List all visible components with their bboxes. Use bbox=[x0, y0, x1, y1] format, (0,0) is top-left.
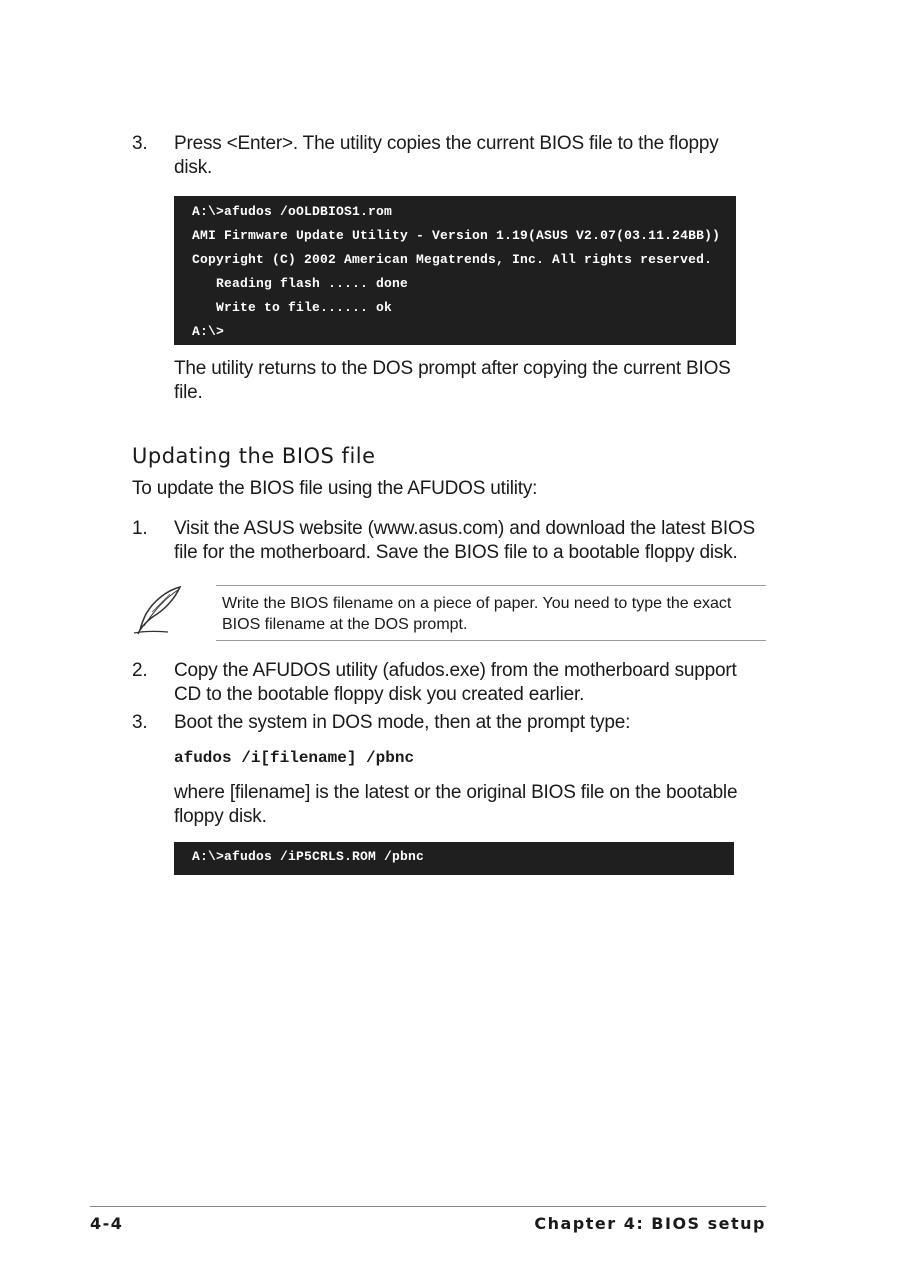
note-line-1: Write the BIOS filename on a piece of paper. You need to type the exact bbox=[222, 595, 732, 612]
terminal-line: Copyright (C) 2002 American Megatrends, Inc. All rights reserved. bbox=[192, 252, 713, 267]
paragraph-line-2: file. bbox=[174, 382, 203, 403]
paragraph-line-2: floppy disk. bbox=[174, 806, 267, 827]
step-number: 1. bbox=[132, 518, 148, 539]
paragraph-line-1: The utility returns to the DOS prompt after copying the current BIOS bbox=[174, 358, 731, 379]
step-text-line-2: CD to the bootable floppy disk you created earlier. bbox=[174, 684, 585, 705]
section-intro: To update the BIOS file using the AFUDOS utility: bbox=[132, 478, 538, 499]
quill-pen-icon bbox=[130, 584, 184, 636]
terminal-line: Reading flash ..... done bbox=[192, 276, 409, 291]
terminal-line: A:\>afudos /iP5CRLS.ROM /pbnc bbox=[192, 849, 425, 864]
step-text-line-2: file for the motherboard. Save the BIOS file to a bootable floppy disk. bbox=[174, 542, 738, 563]
note-bottom-rule bbox=[216, 640, 766, 641]
paragraph-line-1: where [filename] is the latest or the original BIOS file on the bootable bbox=[174, 782, 738, 803]
section-heading: Updating the BIOS file bbox=[132, 444, 376, 468]
note-line-2: BIOS filename at the DOS prompt. bbox=[222, 616, 468, 633]
note-text bbox=[222, 593, 772, 635]
terminal-command-update bbox=[174, 842, 734, 875]
step-number: 2. bbox=[132, 660, 148, 681]
step-text-line-1: Boot the system in DOS mode, then at the prompt type: bbox=[174, 712, 631, 733]
step-text-line-1: Press <Enter>. The utility copies the current BIOS file to the floppy bbox=[174, 133, 719, 154]
step-text-line-2: disk. bbox=[174, 157, 213, 178]
terminal-line: AMI Firmware Update Utility - Version 1.19(ASUS V2.07(03.11.24BB)) bbox=[192, 228, 721, 243]
command-text: afudos /i[filename] /pbnc bbox=[174, 749, 415, 767]
step-text-line-1: Visit the ASUS website (www.asus.com) and download the latest BIOS bbox=[174, 518, 756, 539]
chapter-title: Chapter 4: BIOS setup bbox=[534, 1214, 766, 1233]
step-text-line-1: Copy the AFUDOS utility (afudos.exe) from the motherboard support bbox=[174, 660, 737, 681]
where-paragraph bbox=[174, 781, 774, 829]
terminal-line: Write to file...... ok bbox=[192, 300, 393, 315]
footer-rule bbox=[90, 1206, 766, 1207]
after-copy-paragraph bbox=[174, 357, 774, 405]
page-number: 4-4 bbox=[90, 1214, 124, 1233]
step-number: 3. bbox=[132, 712, 148, 733]
terminal-output-backup bbox=[174, 196, 736, 345]
terminal-line: A:\> bbox=[192, 324, 225, 339]
terminal-line: A:\>afudos /oOLDBIOS1.rom bbox=[192, 204, 393, 219]
note-top-rule bbox=[216, 585, 766, 586]
step-number: 3. bbox=[132, 133, 148, 154]
